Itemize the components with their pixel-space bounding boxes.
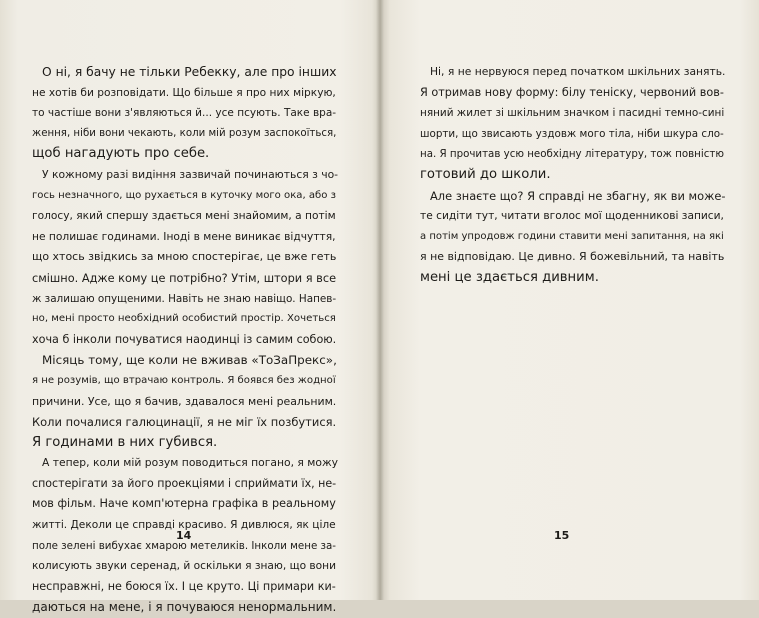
- text-line: даються на мене, і я почуваюся ненормальним.: [32, 600, 337, 615]
- text-line: що хтось звідкись за мною спостерігає, це вже геть: [32, 250, 337, 264]
- text-line: гось незначного, що рухається в куточку мого ока, або з: [32, 189, 336, 201]
- text-line: причини. Усе, що я бачив, здавалося мені реальним.: [32, 394, 337, 408]
- left-page: [0, 0, 380, 615]
- text-line: Ні, я не нервуюся перед початком шкільних занять.: [430, 65, 726, 78]
- text-line: А тепер, коли мій розум поводиться погано, я можу: [42, 456, 339, 470]
- text-line: мов фільм. Наче комп'ютерна графіка в реальному: [32, 497, 336, 511]
- text-line: шорти, що звисають уздовж мого тіла, ніби шкура сло-: [420, 127, 724, 140]
- text-line: житті. Деколи це справді красиво. Я дивлюся, як ціле: [32, 518, 336, 532]
- text-line: Я годинами в них губився.: [32, 434, 218, 450]
- text-line: я не розумів, що втрачаю контроль. Я боявся без жодної: [32, 374, 336, 386]
- text-line: Коли почалися галюцинації, я не міг їх позбутися.: [32, 415, 337, 430]
- book-gutter: [376, 0, 384, 600]
- text-line: смішно. Адже кому це потрібно? Утім, штори я все: [32, 270, 337, 285]
- text-line: я не відповідаю. Це дивно. Я божевільний, та навіть: [420, 250, 725, 264]
- text-line: хоча б інколи почуватися наодинці із самим собою.: [32, 332, 337, 346]
- text-line: не полишає годинами. Іноді в мене виникає відчуття,: [32, 229, 336, 243]
- text-line: не хотів би розповідати. Що більше я про них міркую,: [32, 85, 336, 99]
- text-line: те сидіти тут, читати вголос мої щоденникові записи,: [420, 209, 724, 223]
- text-line: О ні, я бачу не тільки Ребекку, але про інших: [42, 65, 337, 79]
- text-line: Я отримав нову форму: білу теніску, червоний вов-: [420, 85, 724, 99]
- page-number: 14: [176, 529, 192, 542]
- text-line: поле зелені вибухає хмарою метеликів. Інколи мене за-: [32, 539, 337, 552]
- right-page-text: [420, 62, 724, 289]
- text-line: колисують звуки серенад, й оскільки я знаю, що вони: [32, 559, 337, 573]
- text-line: готовий до школи.: [420, 166, 551, 182]
- right-page: [380, 0, 759, 600]
- text-line: голосу, який спершу здається мені знайомим, а потім: [32, 209, 336, 223]
- text-line: а потім упродовж години ставити мені запитання, на які: [420, 230, 724, 242]
- text-line: несправжні, не боюся їх. І це круто. Ці примари ки-: [32, 579, 336, 593]
- text-line: ження, ніби вони чекають, коли мій розум заспокоїться,: [32, 127, 337, 139]
- text-line: то частіше вони з'являються й... усе псують. Таке вра-: [32, 107, 337, 120]
- text-line: мені це здається дивним.: [420, 269, 599, 285]
- text-line: щоб нагадують про себе.: [32, 146, 210, 162]
- text-line: ж залишаю опущеними. Навіть не знаю навіщо. Напев-: [32, 292, 337, 305]
- text-line: Місяць тому, ще коли не вживав «ТоЗаПрекс»,: [42, 353, 337, 368]
- text-line: на. Я прочитав усю необхідну літературу, тож повністю: [420, 148, 724, 161]
- text-line: спостерігати за його проекціями і сприймати їх, не-: [32, 476, 337, 490]
- text-line: Але знаєте що? Я справді не збагну, як ви може-: [430, 188, 726, 203]
- text-line: няний жилет зі шкільним значком і пасидні темно-сині: [420, 107, 725, 120]
- page-number: 15: [554, 529, 570, 542]
- text-line: У кожному разі видіння зазвичай починаються з чо-: [42, 167, 339, 181]
- text-line: но, мені просто необхідний особистий простір. Хочеться: [32, 313, 336, 325]
